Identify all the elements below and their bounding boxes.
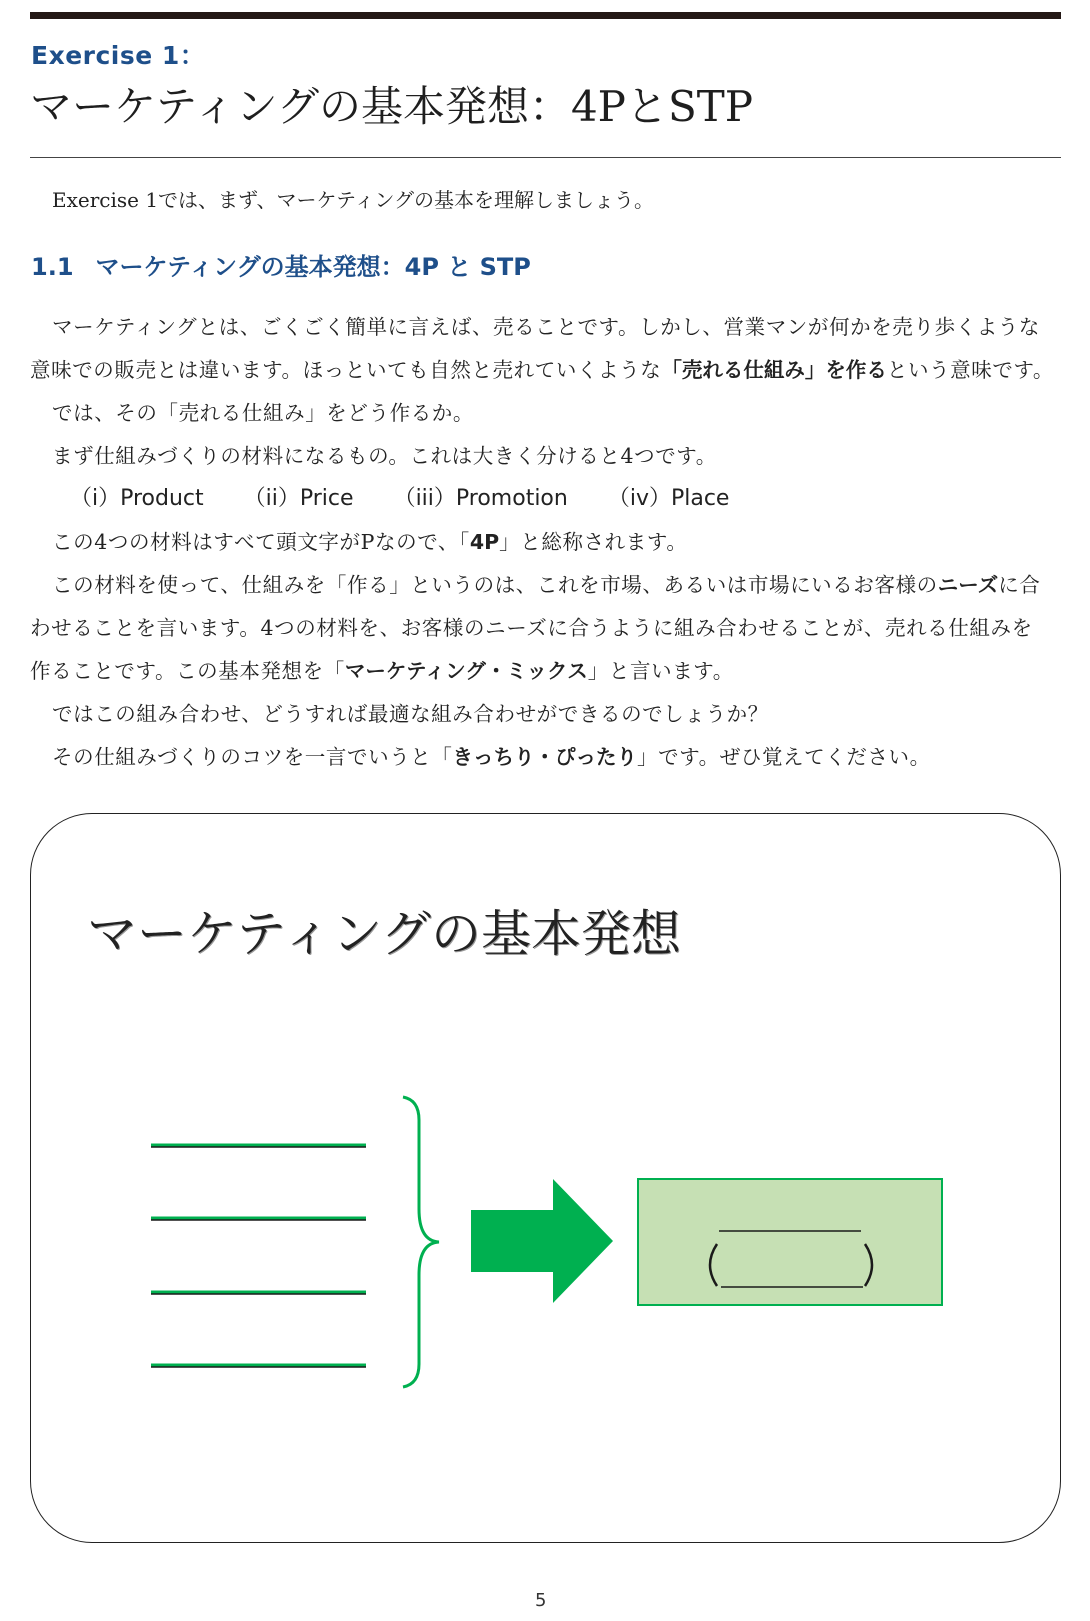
section-title: マーケティングの基本発想：4P と STP [95,253,531,281]
body-line: マーケティングとは、ごくごく簡単に言えば、売ることです。しかし、営業マンが何かを売り歩くような [52,315,1041,339]
text-run: 」と言います。 [587,659,734,683]
text-run: その仕組みづくりのコツを一言でいうと「 [52,745,453,769]
four-p-item: （i）Product [70,486,204,511]
body-line [30,527,1061,570]
exercise-label: Exercise 1： [31,41,206,70]
top-rule [30,12,1061,19]
text-run: 作ることです。この基本発想を「 [30,659,345,683]
body-line: では、その「売れる仕組み」をどう作るか。 [52,401,474,425]
body-line [30,742,1061,785]
emphasis: きっちり・ぴったり [452,745,637,769]
body-line [30,355,1061,398]
figure-title: マーケティングの基本発想 [87,905,681,963]
emphasis: 「売れる仕組み」を作る [661,358,887,382]
body-line: まず仕組みづくりの材料になるもの。これは大きく分けると4つです。 [52,444,717,468]
four-p-item: （iii）Promotion [393,486,568,511]
emphasis: 4P [469,530,500,554]
four-p-list [30,484,1061,527]
blank-lines [151,1145,366,1367]
title-divider [30,157,1061,158]
emphasis: マーケティング・ミックス [344,659,588,683]
text-run: この材料を使って、仕組みを「作る」というのは、これを市場、あるいは市場にいるお客様の [52,573,938,597]
text-run: に合 [998,573,1041,597]
text-run: この4つの材料はすべて頭文字がPなので、「 [52,530,470,554]
figure-diagram [31,814,1062,1544]
body-line: ではこの組み合わせ、どうすれば最適な組み合わせができるのでしょうか？ [52,702,769,726]
body-text [30,312,1061,785]
body-line [30,570,1061,613]
marketing-figure [30,813,1061,1543]
section-heading [31,247,531,282]
text-run: 」です。ぜひ覚えてください。 [637,745,931,769]
text-run: 意味での販売とは違います。ほっといても自然と売れていくような [30,358,662,382]
page-number: 5 [535,1590,547,1611]
page-title: マーケティングの基本発想：4PとSTP [30,82,753,131]
arrow-right-icon [471,1179,613,1303]
body-line [30,656,1061,699]
text-run: 」と総称されます。 [499,530,688,554]
text-run: という意味です。 [886,358,1055,382]
result-box [638,1179,942,1305]
right-brace [403,1097,439,1387]
four-p-item: （ii）Price [243,486,354,511]
section-number: 1.1 [31,253,74,281]
emphasis: ニーズ [937,573,999,597]
body-line: わせることを言います。4つの材料を、お客様のニーズに合うように組み合わせることが、売れる仕組みを [30,616,1033,640]
intro-paragraph: Exercise 1では、まず、マーケティングの基本を理解しましょう。 [52,188,655,212]
four-p-item: （iv）Place [607,486,730,511]
